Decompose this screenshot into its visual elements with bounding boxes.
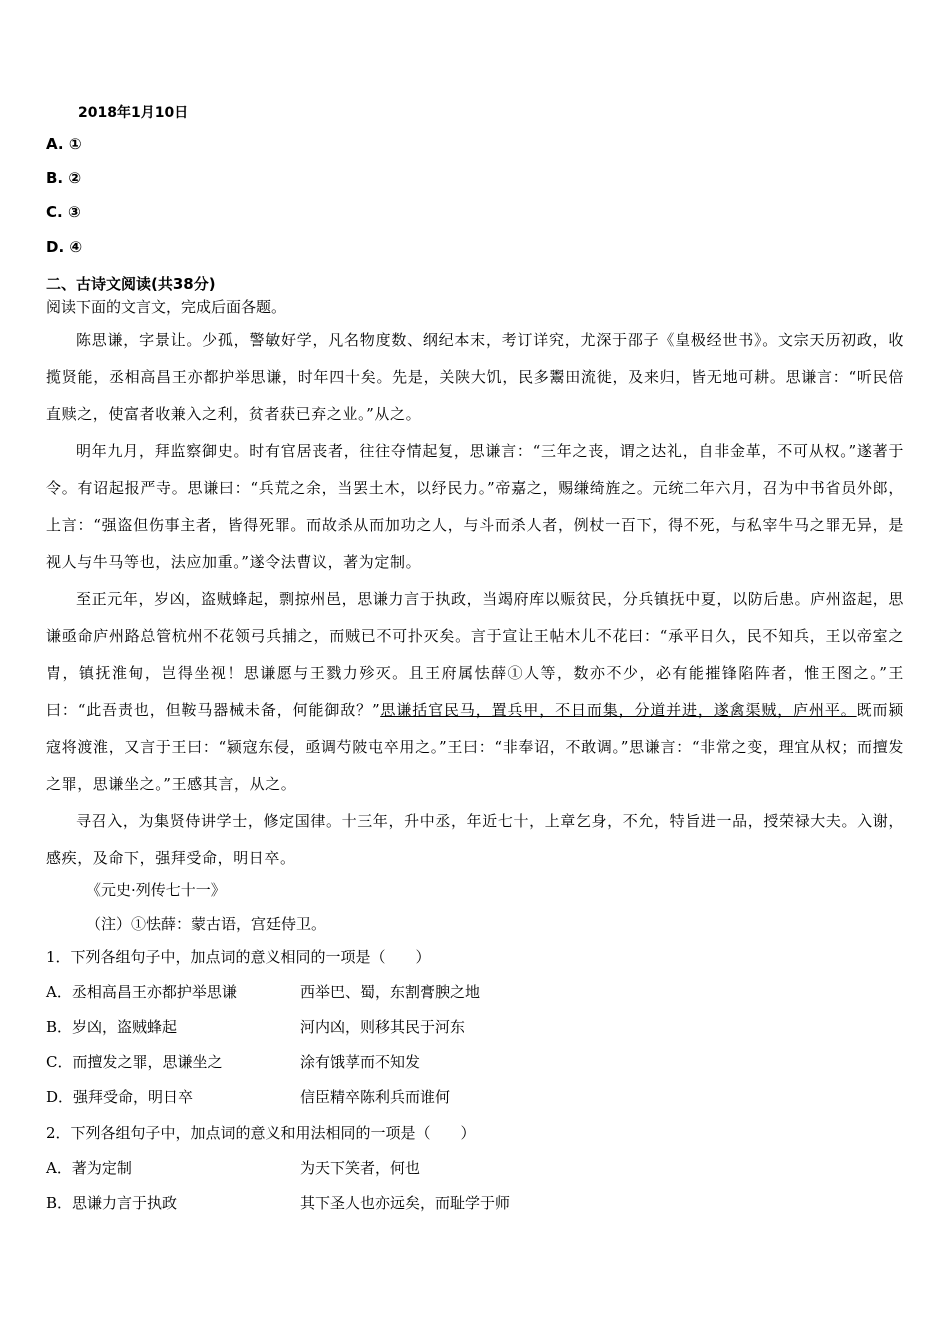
section-instruction: 阅读下面的文言文，完成后面各题。 (46, 298, 287, 316)
passage-source: 《元史·列传七十一》 (86, 881, 226, 899)
q1-option-d: D．强拜受命，明日卒 信臣精卒陈利兵而谁何 (46, 1088, 451, 1106)
passage-paragraph-1: 陈思谦，字景让。少孤，警敏好学，凡名物度数、纲纪本末，考订详究，尤深于邵子《皇极经世书》。文宗天历初政，收揽贤能，丞相高昌王亦都护举思谦，时年四十矣。先是，关陕大饥，民多鬻田流徙，及来归，皆无地可耕。思谦言：“听民倍直赎之，使富者收兼入之利，贫者获已弃之业。”从之。 (46, 331, 904, 423)
passage-note: （注）①怯薛：蒙古语，宫廷侍卫。 (86, 915, 327, 933)
passage-paragraph-4: 寻召入，为集贤侍讲学士，修定国律。十三年，升中丞，年近七十，上章乞身，不允，特旨进一品，授荣禄大夫。入谢，感疾，及命下，强拜受命，明日卒。 (46, 812, 904, 867)
q2-option-a: A．著为定制 为天下笑者，何也 (46, 1159, 421, 1177)
prev-option-b: B. ② (46, 169, 82, 187)
prev-option-c: C. ③ (46, 203, 81, 221)
q1-stem: 1．下列各组句子中，加点词的意义相同的一项是（ ） (46, 948, 431, 966)
underlined-sentence: 思谦括官民马，置兵甲，不日而集，分道并进，遂禽渠贼，庐州平。 (380, 701, 857, 719)
q2-option-b: B．思谦力言于执政 其下圣人也亦远矣，而耻学于师 (46, 1194, 511, 1212)
q1-option-c: C．而擅发之罪，思谦坐之 涂有饿莩而不知发 (46, 1053, 421, 1071)
q1-option-b: B．岁凶，盗贼蜂起 河内凶，则移其民于河东 (46, 1018, 466, 1036)
passage-paragraph-2: 明年九月，拜监察御史。时有官居丧者，往往夺情起复，思谦言：“三年之丧，谓之达礼，自非金革，不可从权。”遂著于令。有诏起报严寺。思谦曰：“兵荒之余，当罢土木，以纾民力。”帝嘉之，赐缣绮旌之。元统二年六月，召为中书省员外郎，上言：“强盗但伤事主者，皆得死罪。而故杀从而加功之人，与斗而杀人者，例杖一百下，得不死，与私宰牛马之罪无异，是视人与牛马等也，法应加重。”遂令法曹议，著为定制。 (46, 442, 904, 571)
prev-option-d: D. ④ (46, 238, 83, 256)
document-date: 2018年1月10日 (78, 105, 189, 121)
section-title: 二、古诗文阅读(共38分) (46, 275, 216, 293)
prev-option-a: A. ① (46, 135, 82, 153)
passage-paragraph-3: 至正元年，岁凶，盗贼蜂起，剽掠州邑，思谦力言于执政，当竭府库以赈贫民，分兵镇抚中夏，以防后患。庐州盗起，思谦亟命庐州路总管杭州不花领弓兵捕之，而贼已不可扑灭矣。言于宣让王帖木儿不花曰：“承平日久，民不知兵，王以帝室之胄，镇抚淮甸，岂得坐视！思谦愿与王戮力殄灭。且王府属怯薛①人等，数亦不少，必有能摧锋陷阵者，惟王图之。”王曰：“此吾责也，但鞍马器械未备，何能御敌？”思谦括官民马，置兵甲，不日而集，分道并进，遂禽渠贼，庐州平。既而颍寇将渡淮，又言于王曰：“颍寇东侵，亟调芍陂屯卒用之。”王曰：“非奉诏，不敢调。”思谦言：“非常之变，理宜从权；而擅发之罪，思谦坐之。”王感其言，从之。 (46, 590, 904, 793)
q1-option-a: A．丞相高昌王亦都护举思谦 西举巴、蜀，东割膏腴之地 (46, 983, 481, 1001)
classical-passage (46, 322, 904, 877)
q2-stem: 2．下列各组句子中，加点词的意义和用法相同的一项是（ ） (46, 1124, 476, 1142)
